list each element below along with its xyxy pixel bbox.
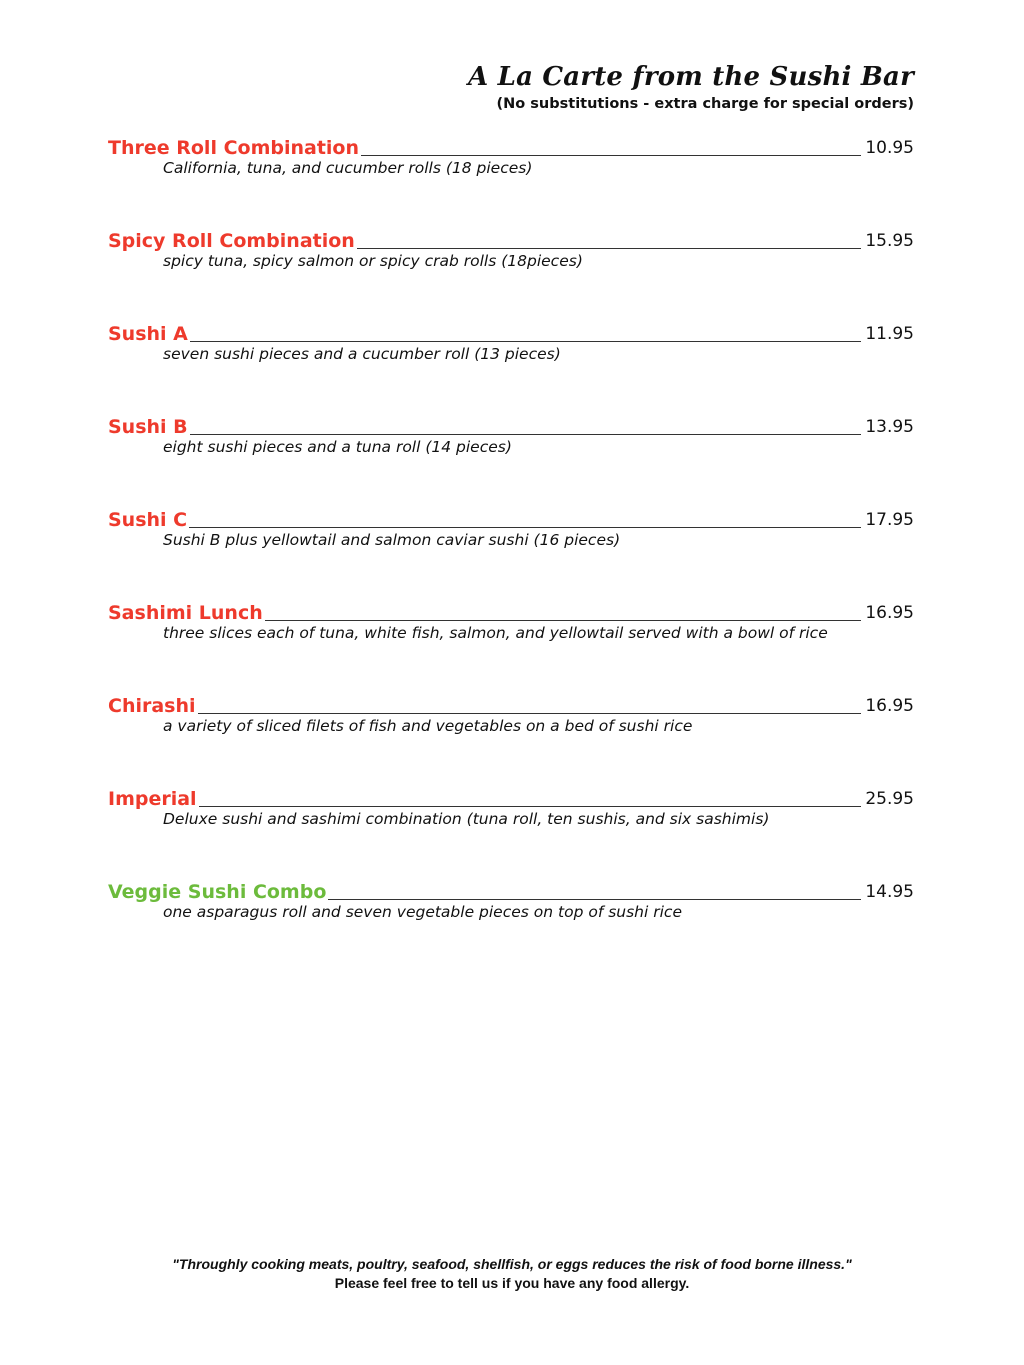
dotted-leader-line xyxy=(265,619,862,621)
menu-item xyxy=(108,506,914,599)
menu-item-price: 10.95 xyxy=(865,138,914,158)
menu-header xyxy=(468,62,914,112)
menu-item-description: spicy tuna, spicy salmon or spicy crab rolls (18pieces) xyxy=(163,252,583,270)
menu-item-header xyxy=(108,692,914,718)
menu-item-name: Sushi B xyxy=(108,416,188,438)
dotted-leader-line xyxy=(328,898,861,900)
menu-item xyxy=(108,320,914,413)
menu-item-name: Sashimi Lunch xyxy=(108,602,263,624)
menu-item-header xyxy=(108,413,914,439)
page-subtitle: (No substitutions - extra charge for special orders) xyxy=(496,96,914,112)
menu-item-description: three slices each of tuna, white fish, salmon, and yellowtail served with a bowl of rice xyxy=(163,624,828,642)
menu-item-header xyxy=(108,227,914,253)
menu-item-name: Veggie Sushi Combo xyxy=(108,881,327,903)
menu-item xyxy=(108,599,914,692)
dotted-leader-line xyxy=(190,340,861,342)
menu-item xyxy=(108,413,914,506)
allergy-note: Please feel free to tell us if you have any food allergy. xyxy=(334,1275,690,1291)
menu-item-name: Sushi C xyxy=(108,509,188,531)
menu-item-price: 25.95 xyxy=(865,789,914,809)
menu-item-price: 15.95 xyxy=(865,231,914,251)
menu-item xyxy=(108,692,914,785)
menu-list xyxy=(108,134,914,971)
menu-item-header xyxy=(108,878,914,904)
menu-item-price: 14.95 xyxy=(865,882,914,902)
menu-item-name: Spicy Roll Combination xyxy=(108,230,355,252)
menu-item-name: Sushi A xyxy=(108,323,188,345)
food-safety-warning: "Throughly cooking meats, poultry, seafood, shellfish, or eggs reduces the risk of food borne illness." xyxy=(172,1256,852,1272)
menu-item-description: California, tuna, and cucumber rolls (18 pieces) xyxy=(163,159,533,177)
menu-item-description: eight sushi pieces and a tuna roll (14 pieces) xyxy=(163,438,512,456)
dotted-leader-line xyxy=(190,433,862,435)
menu-item-header xyxy=(108,320,914,346)
menu-item xyxy=(108,785,914,878)
menu-item-description: a variety of sliced filets of fish and vegetables on a bed of sushi rice xyxy=(163,717,693,735)
menu-item-description: Deluxe sushi and sashimi combination (tuna roll, ten sushis, and six sashimis) xyxy=(163,810,770,828)
menu-item-price: 13.95 xyxy=(865,417,914,437)
menu-item-price: 16.95 xyxy=(865,603,914,623)
dotted-leader-line xyxy=(198,712,862,714)
menu-item-header xyxy=(108,134,914,160)
menu-item-header xyxy=(108,599,914,625)
menu-item-price: 17.95 xyxy=(865,510,914,530)
dotted-leader-line xyxy=(199,805,862,807)
menu-footer xyxy=(0,1255,1024,1293)
menu-item-description: Sushi B plus yellowtail and salmon caviar sushi (16 pieces) xyxy=(163,531,621,549)
menu-item xyxy=(108,134,914,227)
menu-item-name: Imperial xyxy=(108,788,197,810)
menu-item-name: Three Roll Combination xyxy=(108,137,359,159)
menu-item-header xyxy=(108,785,914,811)
menu-item-header xyxy=(108,506,914,532)
menu-item-price: 16.95 xyxy=(865,696,914,716)
menu-item xyxy=(108,878,914,971)
menu-item xyxy=(108,227,914,320)
menu-item-price: 11.95 xyxy=(865,324,914,344)
dotted-leader-line xyxy=(189,526,861,528)
menu-item-description: seven sushi pieces and a cucumber roll (13 pieces) xyxy=(163,345,561,363)
menu-item-description: one asparagus roll and seven vegetable pieces on top of sushi rice xyxy=(163,903,682,921)
dotted-leader-line xyxy=(357,247,862,249)
menu-item-name: Chirashi xyxy=(108,695,196,717)
page-title: A La Carte from the Sushi Bar xyxy=(467,62,914,92)
dotted-leader-line xyxy=(361,154,861,156)
